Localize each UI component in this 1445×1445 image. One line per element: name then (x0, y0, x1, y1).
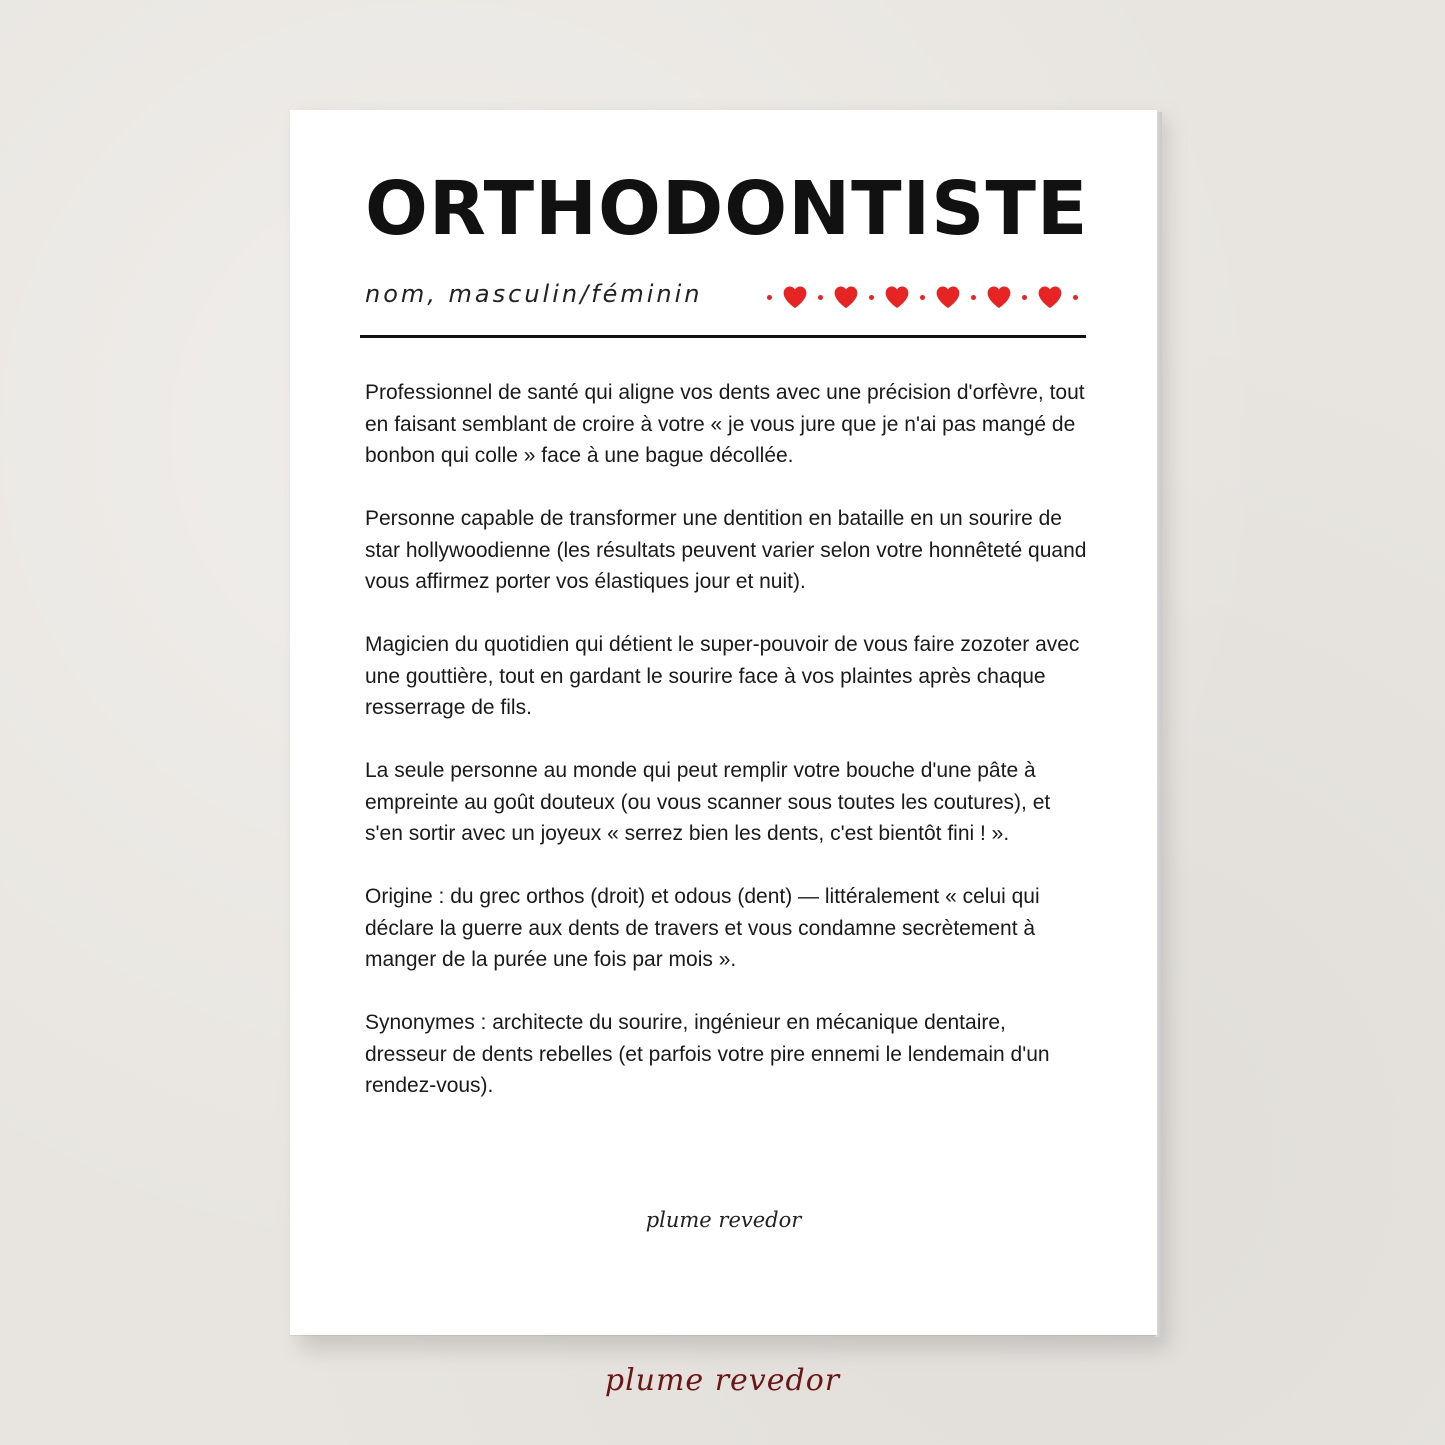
dot-icon (1022, 295, 1027, 300)
dot-icon (920, 295, 925, 300)
definition-paragraph: Magicien du quotidien qui détient le super-pouvoir de vous faire zozoter avec une gouttière, tout en gardant le sourire face à vos plaintes après chaque resserrage de fils. (365, 633, 1080, 719)
dot-icon (869, 295, 874, 300)
brand-logo: plume revedor (604, 1363, 841, 1398)
card-signature: plume revedor (645, 1208, 802, 1232)
heart-icon (782, 285, 808, 309)
hearts-decoration (757, 282, 1088, 312)
dot-icon (1073, 295, 1078, 300)
definition-card (290, 110, 1157, 1335)
divider-line (360, 335, 1086, 338)
heart-icon (1037, 285, 1063, 309)
origin-paragraph: Origine : du grec orthos (droit) et odous (dent) — littéralement « celui qui déclare la guerre aux dents de travers et vous condamne secrètement à manger de la purée une fois par mois ». (365, 885, 1040, 971)
dot-icon (767, 295, 772, 300)
definition-body (365, 377, 1090, 1133)
subtitle-row (365, 278, 1085, 318)
heart-icon (884, 285, 910, 309)
definition-paragraph: Personne capable de transformer une dentition en bataille en un sourire de star hollywoodienne (les résultats peuvent varier selon votre honnêteté quand vous affirmez porter vos élastiques jour et nuit). (365, 507, 1087, 593)
card-title: ORTHODONTISTE (365, 166, 1089, 252)
heart-icon (833, 285, 859, 309)
synonyms-paragraph: Synonymes : architecte du sourire, ingénieur en mécanique dentaire, dresseur de dents rebelles (et parfois votre pire ennemi le lendemain d'un rendez-vous). (365, 1011, 1050, 1097)
word-type: nom, masculin/féminin (365, 280, 703, 308)
heart-icon (986, 285, 1012, 309)
heart-icon (935, 285, 961, 309)
dot-icon (818, 295, 823, 300)
dot-icon (971, 295, 976, 300)
definition-paragraph: Professionnel de santé qui aligne vos dents avec une précision d'orfèvre, tout en faisant semblant de croire à votre « je vous jure que je n'ai pas mangé de bonbon qui colle » face à une bague décollée. (365, 381, 1085, 467)
definition-paragraph: La seule personne au monde qui peut remplir votre bouche d'une pâte à empreinte au goût douteux (ou vous scanner sous toutes les coutures), et s'en sortir avec un joyeux « serrez bien les dents, c'est bientôt fini ! ». (365, 759, 1051, 845)
